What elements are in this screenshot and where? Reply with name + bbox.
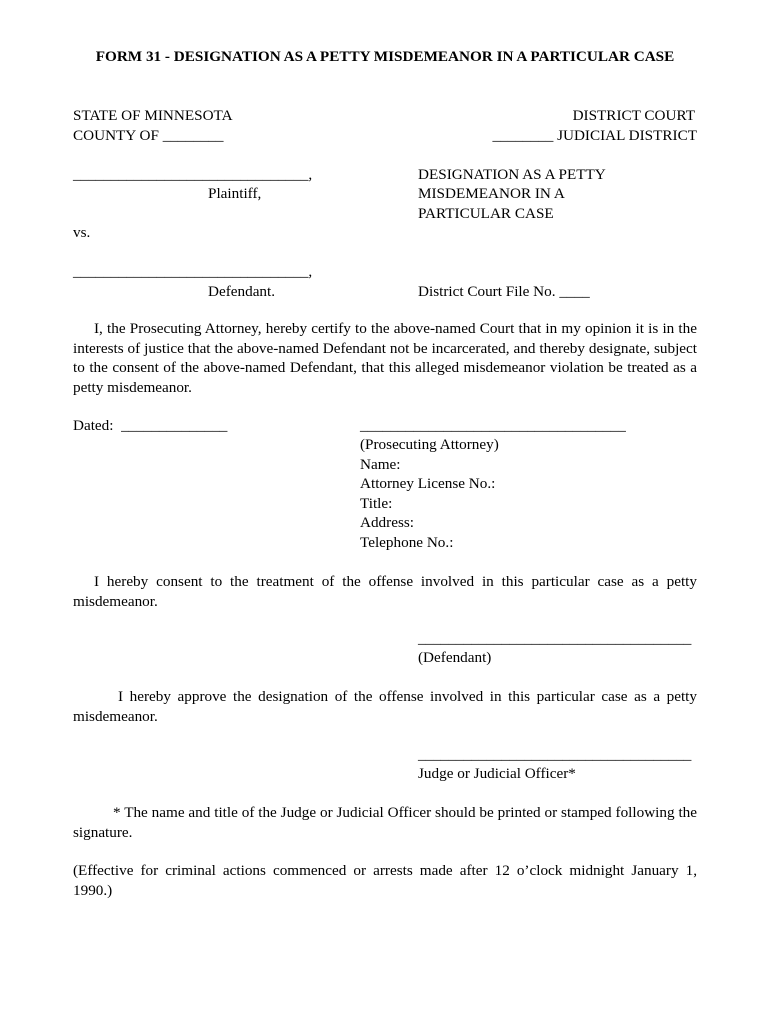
consent-paragraph: I hereby consent to the treatment of the offense involved in this particular case as a petty misdemeanor. bbox=[73, 573, 697, 610]
judge-signature-label: Judge or Judicial Officer* bbox=[418, 765, 576, 782]
county-field: COUNTY OF ________ bbox=[73, 127, 224, 144]
document-title-line-1: DESIGNATION AS A PETTY bbox=[418, 166, 606, 183]
prosecutor-role: (Prosecuting Attorney) bbox=[360, 436, 499, 453]
document-title-line-2: MISDEMEANOR IN A bbox=[418, 185, 565, 202]
defendant-label: Defendant. bbox=[208, 283, 276, 300]
judge-signature-line: ____________________________________ bbox=[418, 746, 692, 763]
plaintiff-line: _______________________________, bbox=[73, 166, 313, 183]
plaintiff-label: Plaintiff, bbox=[208, 185, 262, 202]
address-field: Address: bbox=[360, 514, 414, 531]
approval-paragraph: I hereby approve the designation of the offense involved in this particular case as a petty misdemeanor. bbox=[73, 688, 697, 725]
judicial-district: ________ JUDICIAL DISTRICT bbox=[492, 127, 697, 144]
defendant-signature-label: (Defendant) bbox=[418, 649, 492, 666]
file-number: District Court File No. ____ bbox=[418, 283, 590, 300]
state-name: STATE OF MINNESOTA bbox=[73, 107, 233, 124]
telephone-field: Telephone No.: bbox=[360, 534, 454, 551]
footnote: * The name and title of the Judge or Judicial Officer should be printed or stamped following the signature. bbox=[73, 804, 697, 841]
form-title: FORM 31 - DESIGNATION AS A PETTY MISDEMEANOR IN A PARTICULAR CASE bbox=[95, 48, 675, 65]
defendant-line: _______________________________, bbox=[73, 263, 313, 280]
document-title-line-3: PARTICULAR CASE bbox=[418, 205, 554, 222]
prosecutor-signature-line: ___________________________________ bbox=[360, 417, 626, 434]
license-field: Attorney License No.: bbox=[360, 475, 496, 492]
defendant-signature-line: ____________________________________ bbox=[418, 630, 692, 647]
versus-label: vs. bbox=[73, 224, 91, 241]
certification-paragraph: I, the Prosecuting Attorney, hereby certify to the above-named Court that in my opinion it is in the interests of justice that the above-named Defendant not be incarcerated, and thereby designate, subject to the consent of the above-named Defendant, that this alleged misdemeanor violation be treated as a petty misdemeanor. bbox=[73, 320, 697, 396]
court-name: DISTRICT COURT bbox=[572, 107, 695, 124]
name-field: Name: bbox=[360, 456, 401, 473]
dated-field: Dated: ______________ bbox=[73, 417, 228, 434]
title-field: Title: bbox=[360, 495, 393, 512]
effective-note: (Effective for criminal actions commenced or arrests made after 12 o’clock midnight January 1, 1990.) bbox=[73, 862, 697, 899]
